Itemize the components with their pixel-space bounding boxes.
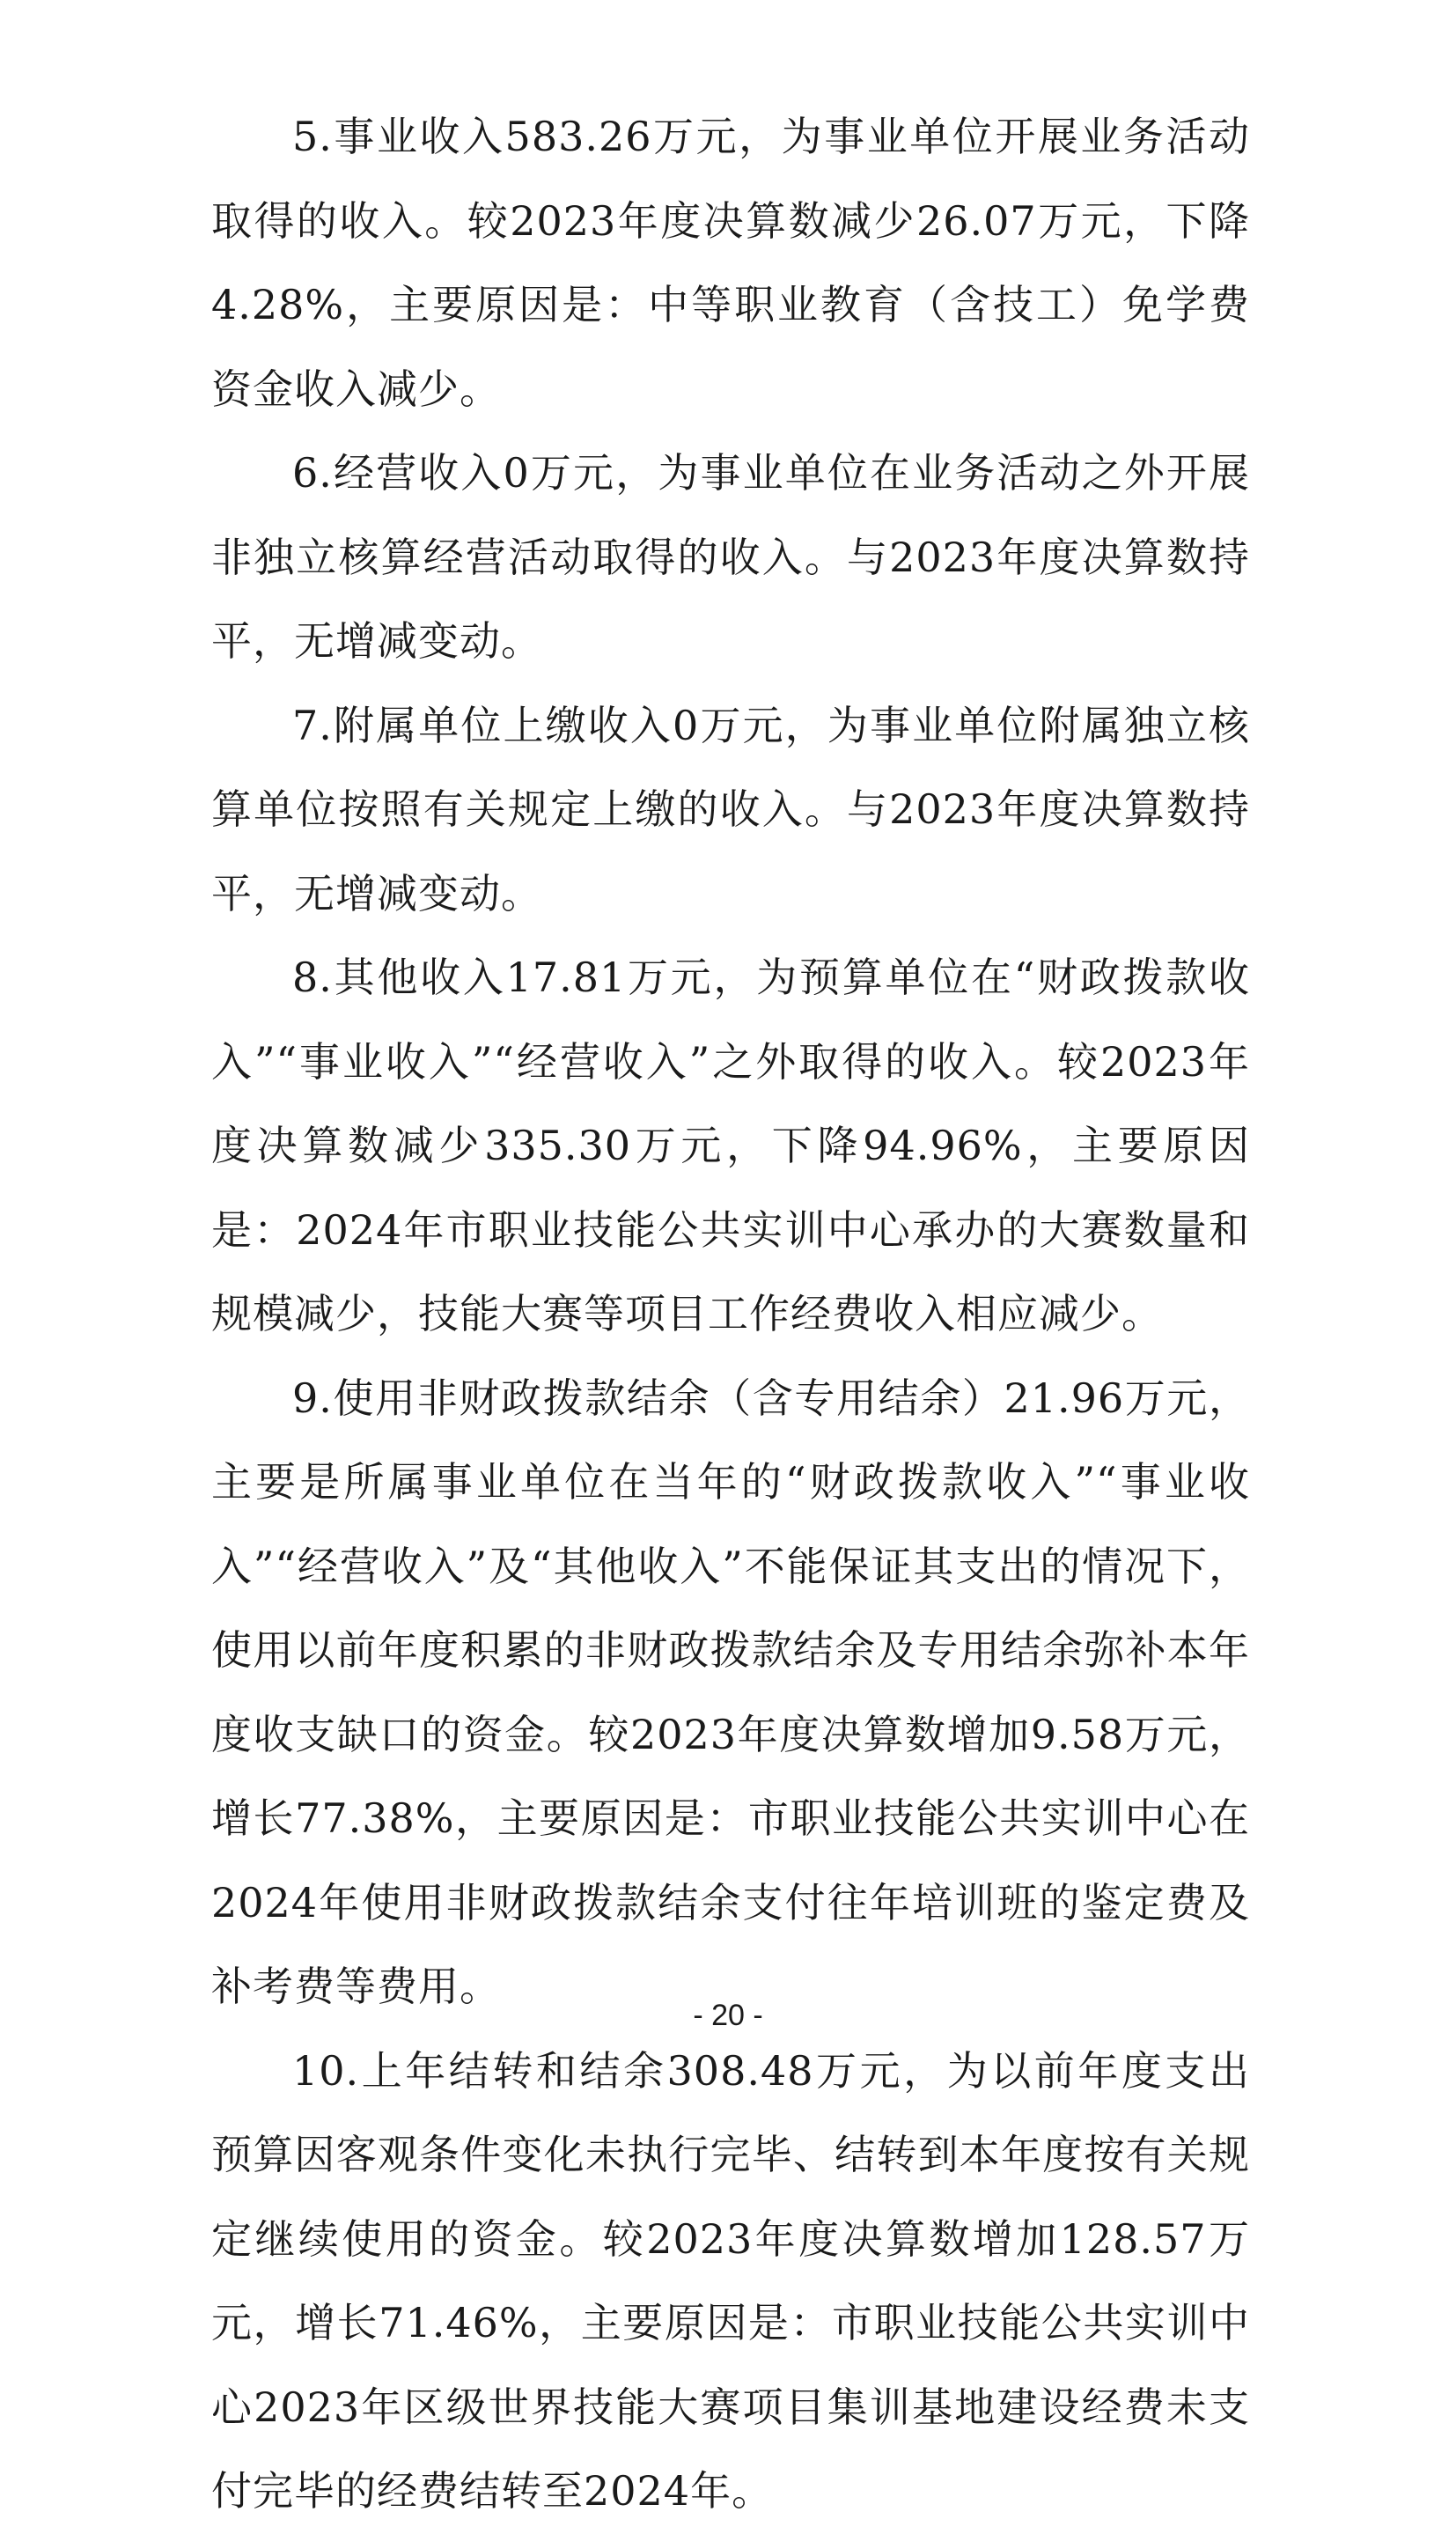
paragraph-non-fiscal-surplus: 9.使用非财政拨款结余（含专用结余）21.96万元，主要是所属事业单位在当年的“财政拨款收入”“事业收入”“经营收入”及“其他收入”不能保证其支出的情况下，使用以前年度积累的非财政拨款结余及专用结余弥补本年度收支缺口的资金。较2023年度决算数增加9.58万元，增长77.38%，主要原因是：市职业技能公共实训中心在2024年使用非财政拨款结余支付往年培训班的鉴定费及补考费等费用。 xyxy=(211,1374,1250,2010)
body-text xyxy=(211,95,1250,2534)
page-number: - 20 - xyxy=(693,1999,763,2032)
paragraph-other-income: 8.其他收入17.81万元，为预算单位在“财政拨款收入”“事业收入”“经营收入”之外取得的收入。较2023年度决算数减少335.30万元，下降94.96%，主要原因是：2024年市职业技能公共实训中心承办的大赛数量和规模减少，技能大赛等项目工作经费收入相应减少。 xyxy=(211,954,1250,1337)
paragraph-subordinate-income: 7.附属单位上缴收入0万元，为事业单位附属独立核算单位按照有关规定上缴的收入。与2023年度决算数持平，无增减变动。 xyxy=(211,701,1250,917)
paragraph-business-income: 5.事业收入583.26万元，为事业单位开展业务活动取得的收入。较2023年度决算数减少26.07万元，下降4.28%，主要原因是：中等职业教育（含技工）免学费资金收入减少。 xyxy=(211,113,1250,413)
paragraph-carryover-balance: 10.上年结转和结余308.48万元，为以前年度支出预算因客观条件变化未执行完毕、结转到本年度按有关规定继续使用的资金。较2023年度决算数增加128.57万元，增长71.46%，主要原因是：市职业技能公共实训中心2023年区级世界技能大赛项目集训基地建设经费未支付完毕的经费结转至2024年。 xyxy=(211,2046,1250,2515)
paragraph-operating-income: 6.经营收入0万元，为事业单位在业务活动之外开展非独立核算经营活动取得的收入。与2023年度决算数持平，无增减变动。 xyxy=(211,449,1250,665)
